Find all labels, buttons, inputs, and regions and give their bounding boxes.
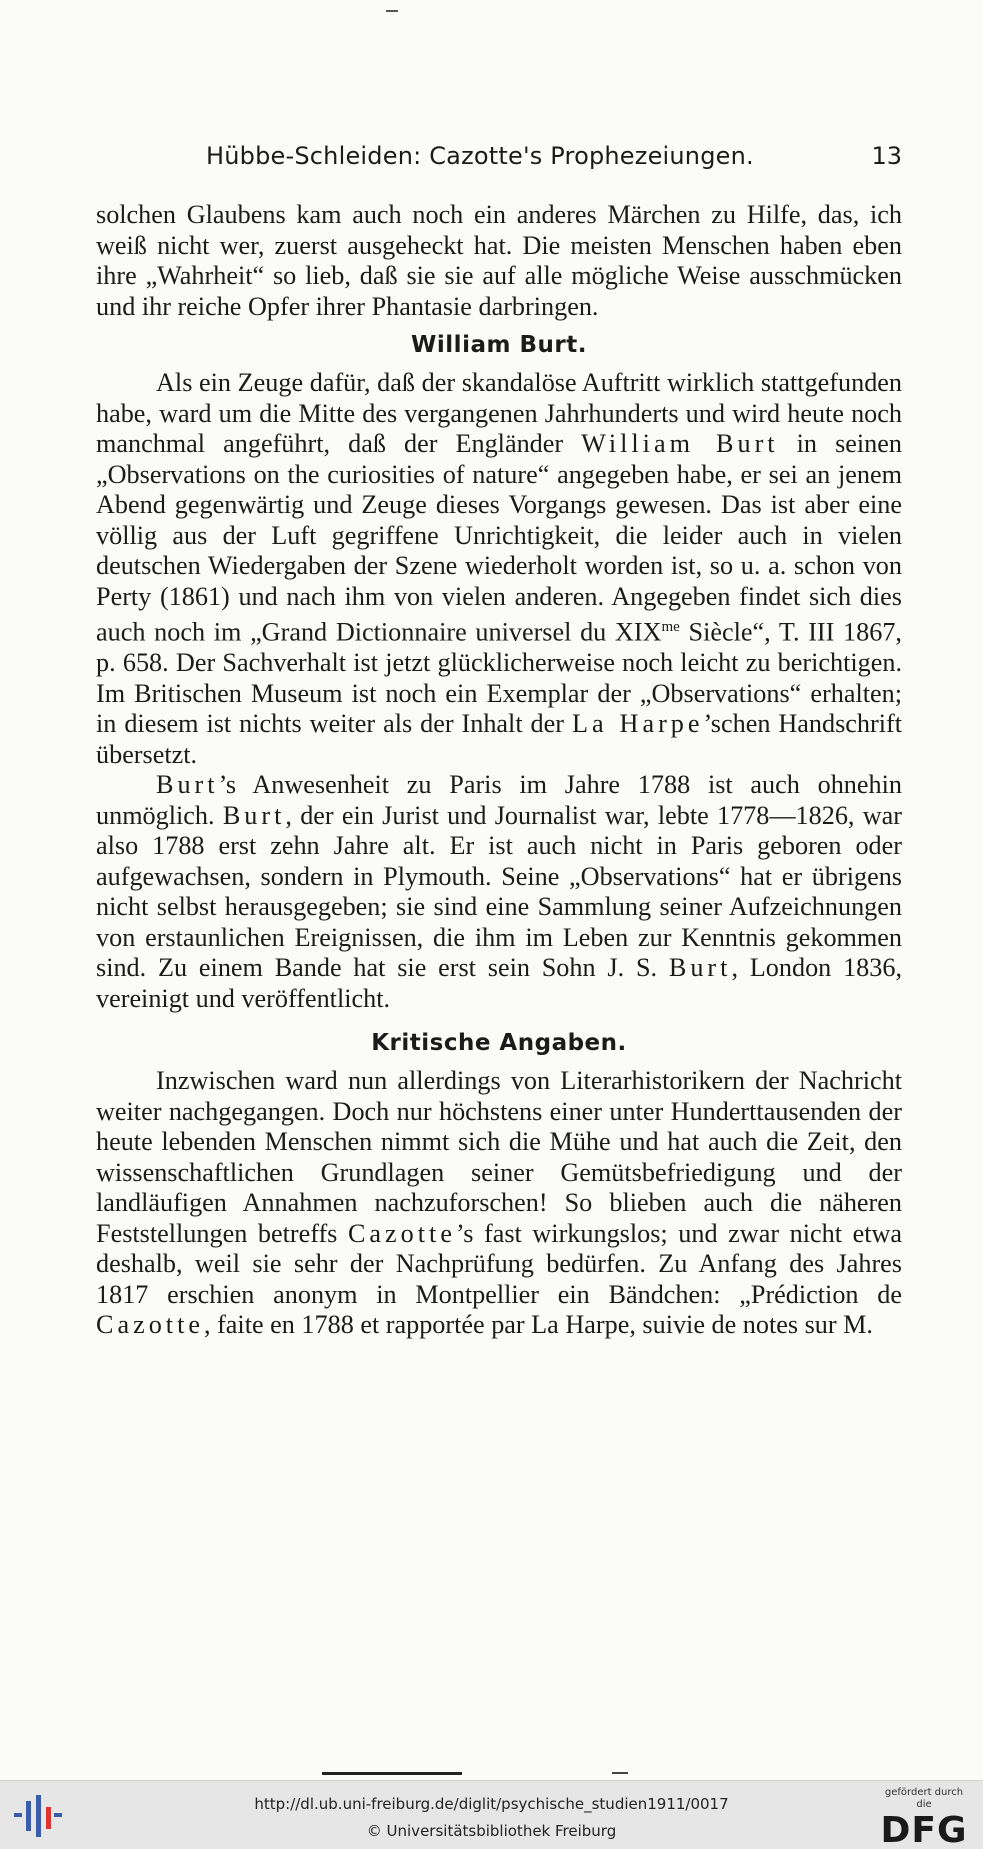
footer-rule [322,1772,462,1775]
text-run: ’schen Handschrift übersetzt. [96,709,902,769]
sponsor-line: gefördert durch die [884,1787,964,1810]
source-url-link[interactable]: http://dl.ub.uni-freiburg.de/diglit/psychische_studien1911/0017 [254,1795,729,1813]
sponsor-logo [877,1787,971,1851]
spaced-name: Burt [222,800,286,830]
text-run: Als ein Zeuge dafür, daß der skandalöse Auftritt wirklich stattgefunden habe, ward um die Mitte des vergangenen Jahrhunderts und wird heute noch manchmal angeführt, daß der Engländer [96,368,902,458]
text-run: , London 1836, vereinigt und veröffentlicht. [96,953,902,1013]
running-head [96,142,902,178]
section-heading: Kritische Angaben. [371,1030,627,1057]
footer-rule [612,1772,628,1774]
paragraph [96,368,902,770]
spaced-name: La Harpe [571,709,704,739]
superscript: me [661,619,680,635]
spaced-name: Cazotte [96,1310,204,1340]
text-run: , faite en 1788 et rapportée par La Harpe, suivie de notes sur M. [203,1310,873,1340]
spaced-name: Burt [668,953,732,983]
page-number: 13 [871,142,902,170]
copyright-text: © Universitätsbibliothek Freiburg [366,1822,617,1840]
text-run: in seinen „Observations on the curiosities of nature“ angegeben habe, er sei an jenem Abend gegenwärtig und Zeuge dieses Vorgangs gewesen. Das ist aber eine völlig aus der Luft gegriffene Unrichtigkeit, die leider auch in vielen deutschen Wiedergaben der Szene wiederholt worden ist, so u. a. schon von Perty (1861) und nach ihm von vielen anderen. Angegeben findet sich dies auch noch im „Grand Dictionnaire universel du XIX [96,429,902,647]
text-body [96,200,902,1341]
text-run: Inzwischen ward nun allerdings von Literarhistorikern der Nachricht weiter nachgegangen. Doch nur höchstens einer unter Hunderttausenden der heute lebenden Menschen nimmt sich die Mühe und hat auch die Zeit, den wissenschaftlichen Grundlagen seiner Gemütsbefriedigung und der landläufigen Annahmen nachzuforschen! So blieben auch die näheren Feststellungen betreffs [96,1066,902,1248]
paragraph: solchen Glaubens kam auch noch ein anderes Märchen zu Hilfe, das, ich weiß nicht wer, zuerst ausgeheckt hat. Die meisten Menschen haben eben ihre „Wahrheit“ so lieb, daß sie sie auf alle mögliche Weise ausschmücken und ihr reiche Opfer ihrer Phantasie darbringen. [96,200,902,321]
spaced-name: Burt [156,770,219,800]
footer-bar [0,1780,983,1849]
text-run: Siècle“, T. III 1867, p. 658. Der Sachverhalt ist jetzt glücklicherweise noch leicht zu berichtigen. Im Britischen Museum ist noch ein Exemplar der „Observations“ erhalten; in diesem ist nichts weiter als der Inhalt der [96,617,902,739]
paragraph [96,770,902,1014]
dfg-logo: DFG [880,1810,968,1851]
text-run: ’s Anwesenheit zu Paris im Jahre 1788 ist auch ohnehin unmöglich. [96,770,902,830]
spaced-name: William Burt [581,429,779,458]
page-mark [386,10,398,12]
paragraph [96,1066,902,1341]
section-heading: William Burt. [411,332,587,358]
running-title: Hübbe-Schleiden: Cazotte's Prophezeiungen. [206,142,754,170]
spaced-name: Cazotte [347,1218,456,1248]
text-run: , der ein Jurist und Journalist war, lebte 1778—1826, war also 1788 erst zehn Jahre alt. Er ist auch nicht in Paris geboren oder aufgewachsen, sondern in Plymouth. Seine „Observations“ hat er übrigens nicht selbst herausgegeben; sie sind eine Sammlung seiner Aufzeichnungen von erstaunlichen Ereignissen, die ihm im Leben zur Kenntnis gekommen sind. Zu einem Bande hat sie erst sein Sohn J. S. [96,800,902,983]
text-run: ’s fast wirkungslos; und zwar nicht etwa deshalb, weil sie sehr der Nachprüfung bedürfen. Zu Anfang des Jahres 1817 erschien anonym in Montpellier ein Bändchen: „Prédiction de [96,1218,903,1309]
